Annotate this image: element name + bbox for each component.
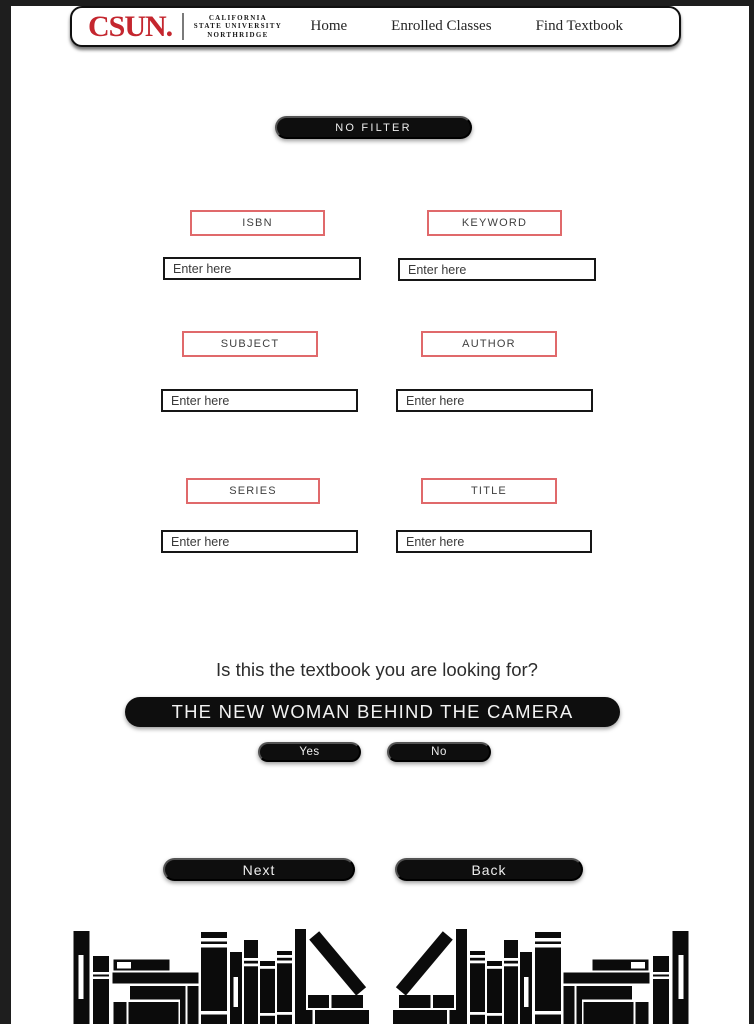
csun-logo-text: CSUN. bbox=[88, 9, 173, 43]
confirmation-question: Is this the textbook you are looking for? bbox=[216, 659, 538, 680]
filter-title-button[interactable]: TITLE bbox=[421, 478, 557, 504]
logo-divider bbox=[182, 13, 184, 40]
csun-wordmark bbox=[194, 14, 282, 40]
filter-keyword-button[interactable]: KEYWORD bbox=[427, 210, 562, 236]
book-title-pill: THE NEW WOMAN BEHIND THE CAMERA bbox=[125, 697, 620, 727]
filter-isbn-button[interactable]: ISBN bbox=[190, 210, 325, 236]
title-input[interactable] bbox=[396, 530, 592, 553]
csun-logo bbox=[88, 9, 283, 43]
wordmark-line-3: NORTHRIDGE bbox=[207, 30, 269, 39]
no-button[interactable]: No bbox=[387, 742, 491, 762]
filter-subject-button[interactable]: SUBJECT bbox=[182, 331, 318, 357]
back-button[interactable]: Back bbox=[395, 858, 583, 881]
isbn-input[interactable] bbox=[163, 257, 361, 280]
wordmark-line-2: STATE UNIVERSITY bbox=[193, 22, 283, 31]
main-nav bbox=[310, 18, 679, 35]
yes-button[interactable]: Yes bbox=[258, 742, 361, 762]
filter-author-button[interactable]: AUTHOR bbox=[421, 331, 557, 357]
header-bar bbox=[70, 6, 681, 47]
keyword-input[interactable] bbox=[398, 258, 596, 281]
bookshelf-graphic bbox=[62, 925, 700, 1024]
nav-find-textbook[interactable]: Find Textbook bbox=[535, 18, 623, 34]
nav-enrolled-classes[interactable]: Enrolled Classes bbox=[391, 18, 492, 34]
series-input[interactable] bbox=[161, 530, 358, 553]
page-background bbox=[11, 6, 749, 1024]
author-input[interactable] bbox=[396, 389, 593, 412]
no-filter-button[interactable]: NO FILTER bbox=[275, 116, 472, 139]
subject-input[interactable] bbox=[161, 389, 358, 412]
next-button[interactable]: Next bbox=[163, 858, 355, 881]
filter-series-button[interactable]: SERIES bbox=[186, 478, 320, 504]
wordmark-line-1: CALIFORNIA bbox=[208, 13, 267, 22]
nav-home[interactable]: Home bbox=[310, 18, 348, 34]
